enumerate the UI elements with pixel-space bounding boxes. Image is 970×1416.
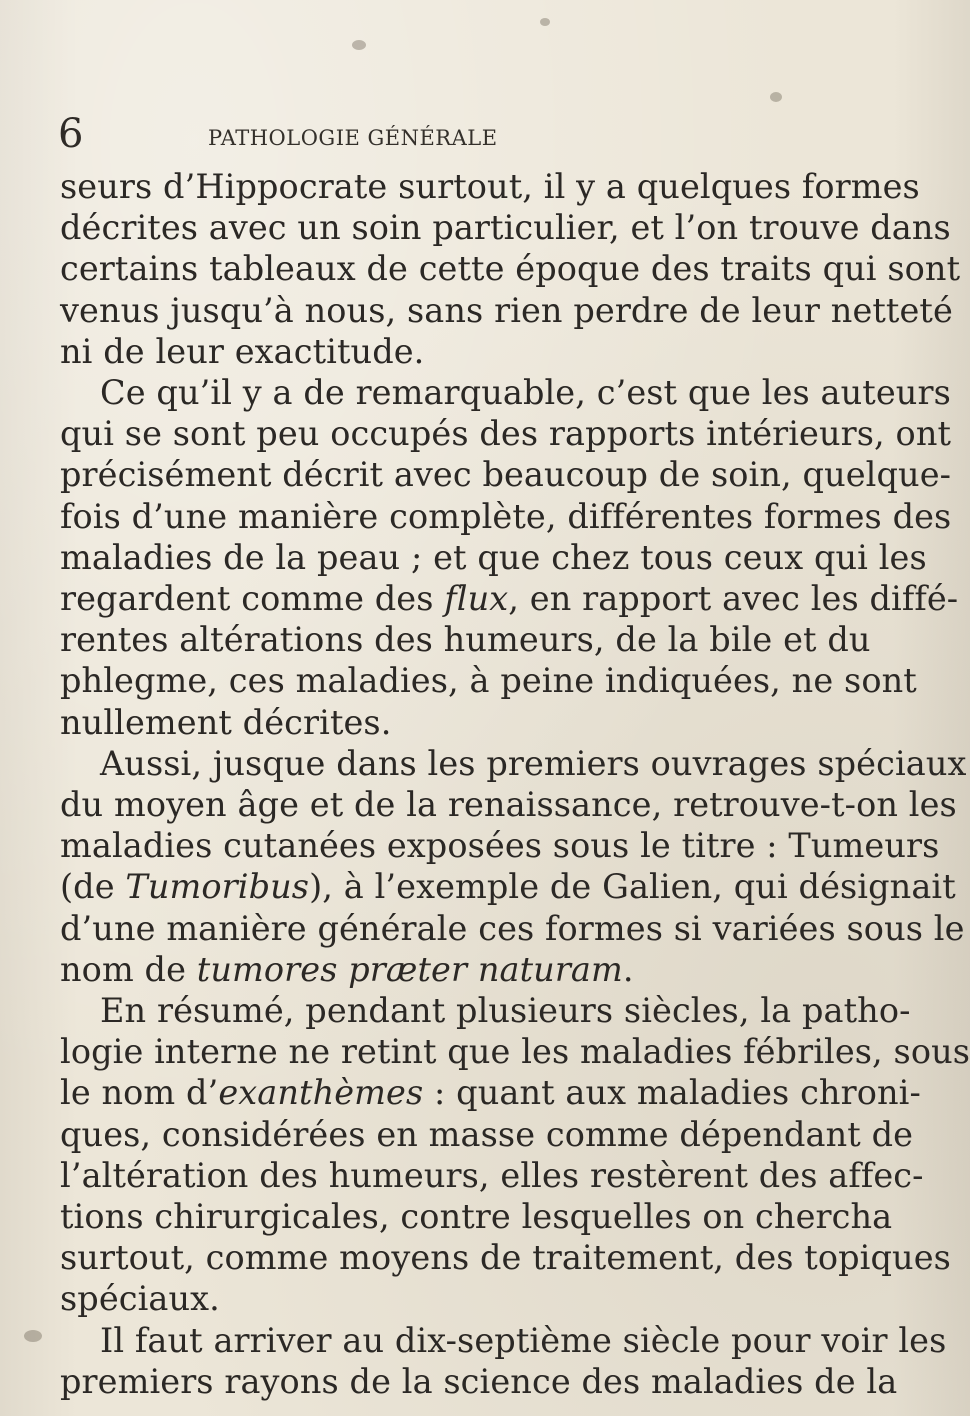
text-line: maladies de la peau ; et que chez tous ceux qui les <box>60 538 927 577</box>
text-line: l’altération des humeurs, elles restèrent des affec- <box>60 1156 924 1195</box>
text-line: le nom d’exanthèmes : quant aux maladies chroni- <box>60 1073 921 1112</box>
text-line: phlegme, ces maladies, à peine indiquées, ne sont <box>60 661 917 700</box>
text-line: ni de leur exactitude. <box>60 332 425 371</box>
text-line: précisément décrit avec beaucoup de soin, quelque- <box>60 455 952 494</box>
paper-speck <box>352 40 366 50</box>
text-line: tions chirurgicales, contre lesquelles on chercha <box>60 1197 893 1236</box>
text-line: décrites avec un soin particulier, et l’on trouve dans <box>60 208 951 247</box>
paper-speck <box>770 92 782 102</box>
text-line: venus jusqu’à nous, sans rien perdre de leur netteté <box>60 291 953 330</box>
text-line: logie interne ne retint que les maladies fébriles, sous <box>60 1032 970 1071</box>
text-line: certains tableaux de cette époque des traits qui sont <box>60 249 961 288</box>
italic-term: Tumoribus <box>125 867 310 906</box>
italic-term: flux <box>444 579 509 618</box>
text-line: nullement décrites. <box>60 703 392 742</box>
text-line: seurs d’Hippocrate surtout, il y a quelques formes <box>60 167 920 206</box>
text-line: regardent comme des flux, en rapport avec les diffé- <box>60 579 959 618</box>
text-line: rentes altérations des humeurs, de la bile et du <box>60 620 871 659</box>
text-line: d’une manière générale ces formes si variées sous le <box>60 909 965 948</box>
paper-speck <box>24 1330 42 1342</box>
text-line: premiers rayons de la science des maladies de la <box>60 1362 898 1401</box>
text-line: (de Tumoribus), à l’exemple de Galien, qui désignait <box>60 867 956 906</box>
paragraph-start-line: Ce qu’il y a de remarquable, c’est que les auteurs <box>100 373 951 412</box>
running-title: PATHOLOGIE GÉNÉRALE <box>208 126 498 150</box>
italic-term: exanthèmes <box>218 1073 424 1112</box>
text-line: surtout, comme moyens de traitement, des topiques <box>60 1238 951 1277</box>
text-line: spéciaux. <box>60 1279 220 1318</box>
text-line: nom de tumores præter naturam. <box>60 950 634 989</box>
paragraph-start-line: En résumé, pendant plusieurs siècles, la patho- <box>100 991 911 1030</box>
page-number: 6 <box>58 111 84 157</box>
paragraph-start-line: Aussi, jusque dans les premiers ouvrages spéciaux <box>100 744 967 783</box>
paragraph-start-line: Il faut arriver au dix-septième siècle pour voir les <box>100 1321 947 1360</box>
text-line: fois d’une manière complète, différentes formes des <box>60 497 952 536</box>
text-line: qui se sont peu occupés des rapports intérieurs, ont <box>60 414 952 453</box>
paper-speck <box>540 18 550 26</box>
text-line: du moyen âge et de la renaissance, retrouve-t-on les <box>60 785 957 824</box>
text-line: ques, considérées en masse comme dépendant de <box>60 1115 914 1154</box>
text-line: maladies cutanées exposées sous le titre : Tumeurs <box>60 826 940 865</box>
italic-term: tumores præter naturam <box>196 950 623 989</box>
